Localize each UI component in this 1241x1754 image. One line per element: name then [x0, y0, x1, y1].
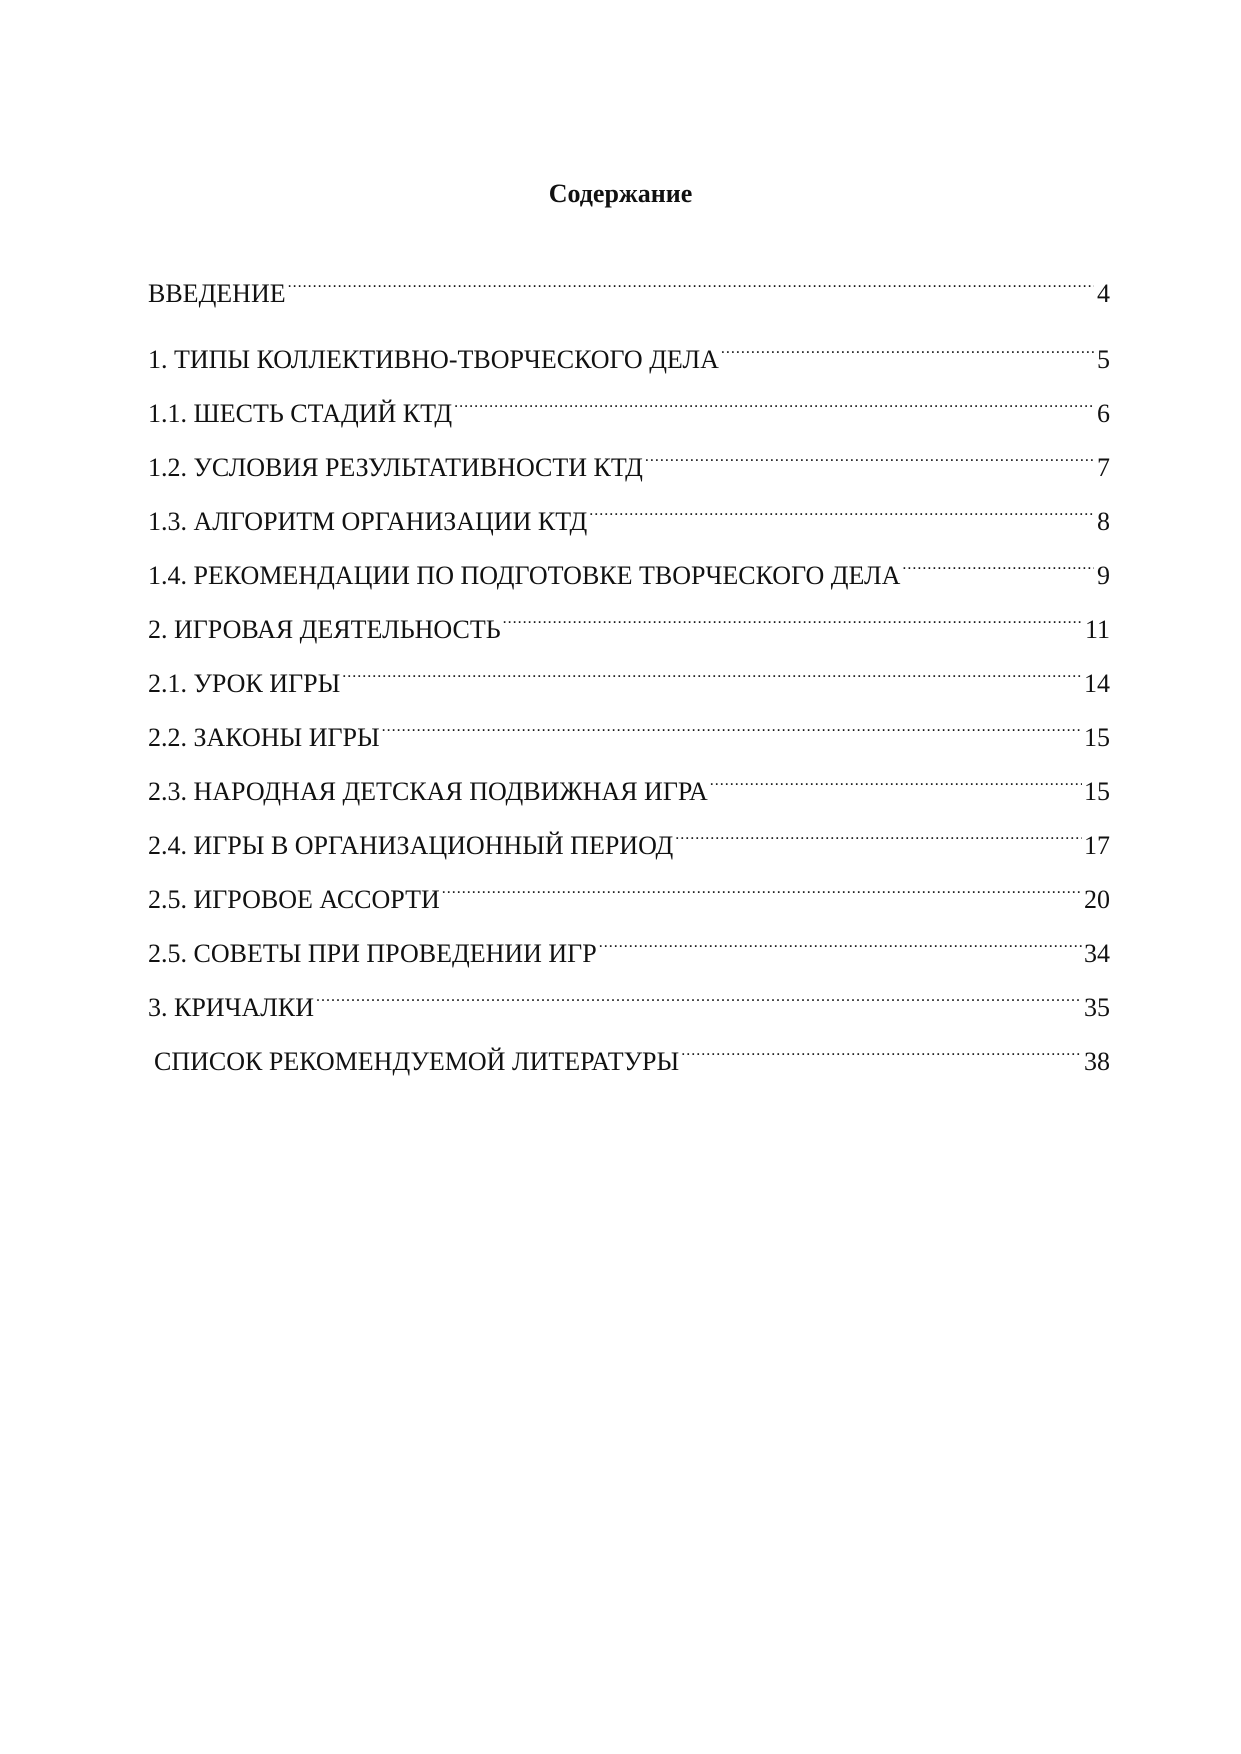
- toc-entry[interactable]: [148, 918, 1110, 972]
- toc-entry-label: ВВЕДЕНИЕ: [148, 279, 286, 308]
- page-title: Содержание: [548, 179, 693, 208]
- toc-dot-leader: [442, 864, 1082, 908]
- toc-dot-leader: [503, 594, 1083, 638]
- toc-entry[interactable]: [148, 432, 1110, 486]
- toc-entry-label: 1. ТИПЫ КОЛЛЕКТИВНО-ТВОРЧЕСКОГО ДЕЛА: [148, 345, 719, 374]
- toc-entry-page: 34: [1084, 939, 1110, 968]
- toc-entry[interactable]: [148, 648, 1110, 702]
- toc-dot-leader: [316, 972, 1082, 1016]
- toc-entry-label: 2.2. ЗАКОНЫ ИГРЫ: [148, 723, 380, 752]
- toc-entry-label: 1.2. УСЛОВИЯ РЕЗУЛЬТАТИВНОСТИ КТД: [148, 453, 643, 482]
- toc-entry[interactable]: [148, 972, 1110, 1026]
- toc-entry-page: 17: [1084, 831, 1110, 860]
- toc-entry[interactable]: [148, 486, 1110, 540]
- toc-entry[interactable]: [148, 258, 1110, 324]
- toc-entry-label: 2.5. ИГРОВОЕ АССОРТИ: [148, 885, 440, 914]
- toc-entry-label: 1.1. ШЕСТЬ СТАДИЙ КТД: [148, 399, 453, 428]
- toc-dot-leader: [902, 540, 1094, 584]
- toc-entry-page: 14: [1084, 669, 1110, 698]
- toc-entry-label: 2.1. УРОК ИГРЫ: [148, 669, 341, 698]
- toc-entry-label: 1.4. РЕКОМЕНДАЦИИ ПО ПОДГОТОВКЕ ТВОРЧЕСКОГО ДЕЛА: [148, 561, 901, 590]
- toc-entry-page: 15: [1084, 723, 1110, 752]
- toc-entry-page: 5: [1097, 345, 1110, 374]
- toc-dot-leader: [675, 810, 1082, 854]
- toc-entry[interactable]: [148, 324, 1110, 378]
- toc-dot-leader: [721, 324, 1094, 368]
- toc-dot-leader: [599, 918, 1082, 962]
- toc-entry-label: 2.5. СОВЕТЫ ПРИ ПРОВЕДЕНИИ ИГР: [148, 939, 597, 968]
- toc-entry[interactable]: [148, 378, 1110, 432]
- toc-entry-page: 8: [1097, 507, 1110, 536]
- toc-entry-label: 2. ИГРОВАЯ ДЕЯТЕЛЬНОСТЬ: [148, 615, 501, 644]
- toc-entry[interactable]: [148, 756, 1110, 810]
- toc-entry[interactable]: [148, 702, 1110, 756]
- toc-entry[interactable]: [148, 1026, 1110, 1080]
- toc-entry[interactable]: [148, 594, 1110, 648]
- toc-dot-leader: [681, 1026, 1082, 1070]
- toc-entry-page: 38: [1084, 1047, 1110, 1076]
- toc-dot-leader: [454, 378, 1094, 422]
- toc-entry-page: 7: [1097, 453, 1110, 482]
- toc-dot-leader: [710, 756, 1082, 800]
- toc-entry[interactable]: [148, 540, 1110, 594]
- toc-entry-label: 2.3. НАРОДНАЯ ДЕТСКАЯ ПОДВИЖНАЯ ИГРА: [148, 777, 708, 806]
- toc-dot-leader: [288, 258, 1094, 302]
- toc-entry[interactable]: [148, 864, 1110, 918]
- toc-dot-leader: [645, 432, 1094, 476]
- toc-entry-page: 9: [1097, 561, 1110, 590]
- table-of-contents: [148, 258, 1110, 1080]
- toc-entry-label: 3. КРИЧАЛКИ: [148, 993, 315, 1022]
- toc-entry-page: 6: [1097, 399, 1110, 428]
- toc-dot-leader: [342, 648, 1082, 692]
- toc-entry-page: 4: [1097, 279, 1110, 308]
- toc-entry-page: 15: [1084, 777, 1110, 806]
- toc-entry-page: 20: [1084, 885, 1110, 914]
- toc-entry[interactable]: [148, 810, 1110, 864]
- toc-entry-page: 35: [1084, 993, 1110, 1022]
- toc-dot-leader: [589, 486, 1094, 530]
- toc-entry-page: 11: [1084, 615, 1110, 644]
- toc-dot-leader: [382, 702, 1082, 746]
- toc-entry-label: 2.4. ИГРЫ В ОРГАНИЗАЦИОННЫЙ ПЕРИОД: [148, 831, 674, 860]
- toc-entry-label: СПИСОК РЕКОМЕНДУЕМОЙ ЛИТЕРАТУРЫ: [154, 1047, 680, 1076]
- toc-entry-label: 1.3. АЛГОРИТМ ОРГАНИЗАЦИИ КТД: [148, 507, 588, 536]
